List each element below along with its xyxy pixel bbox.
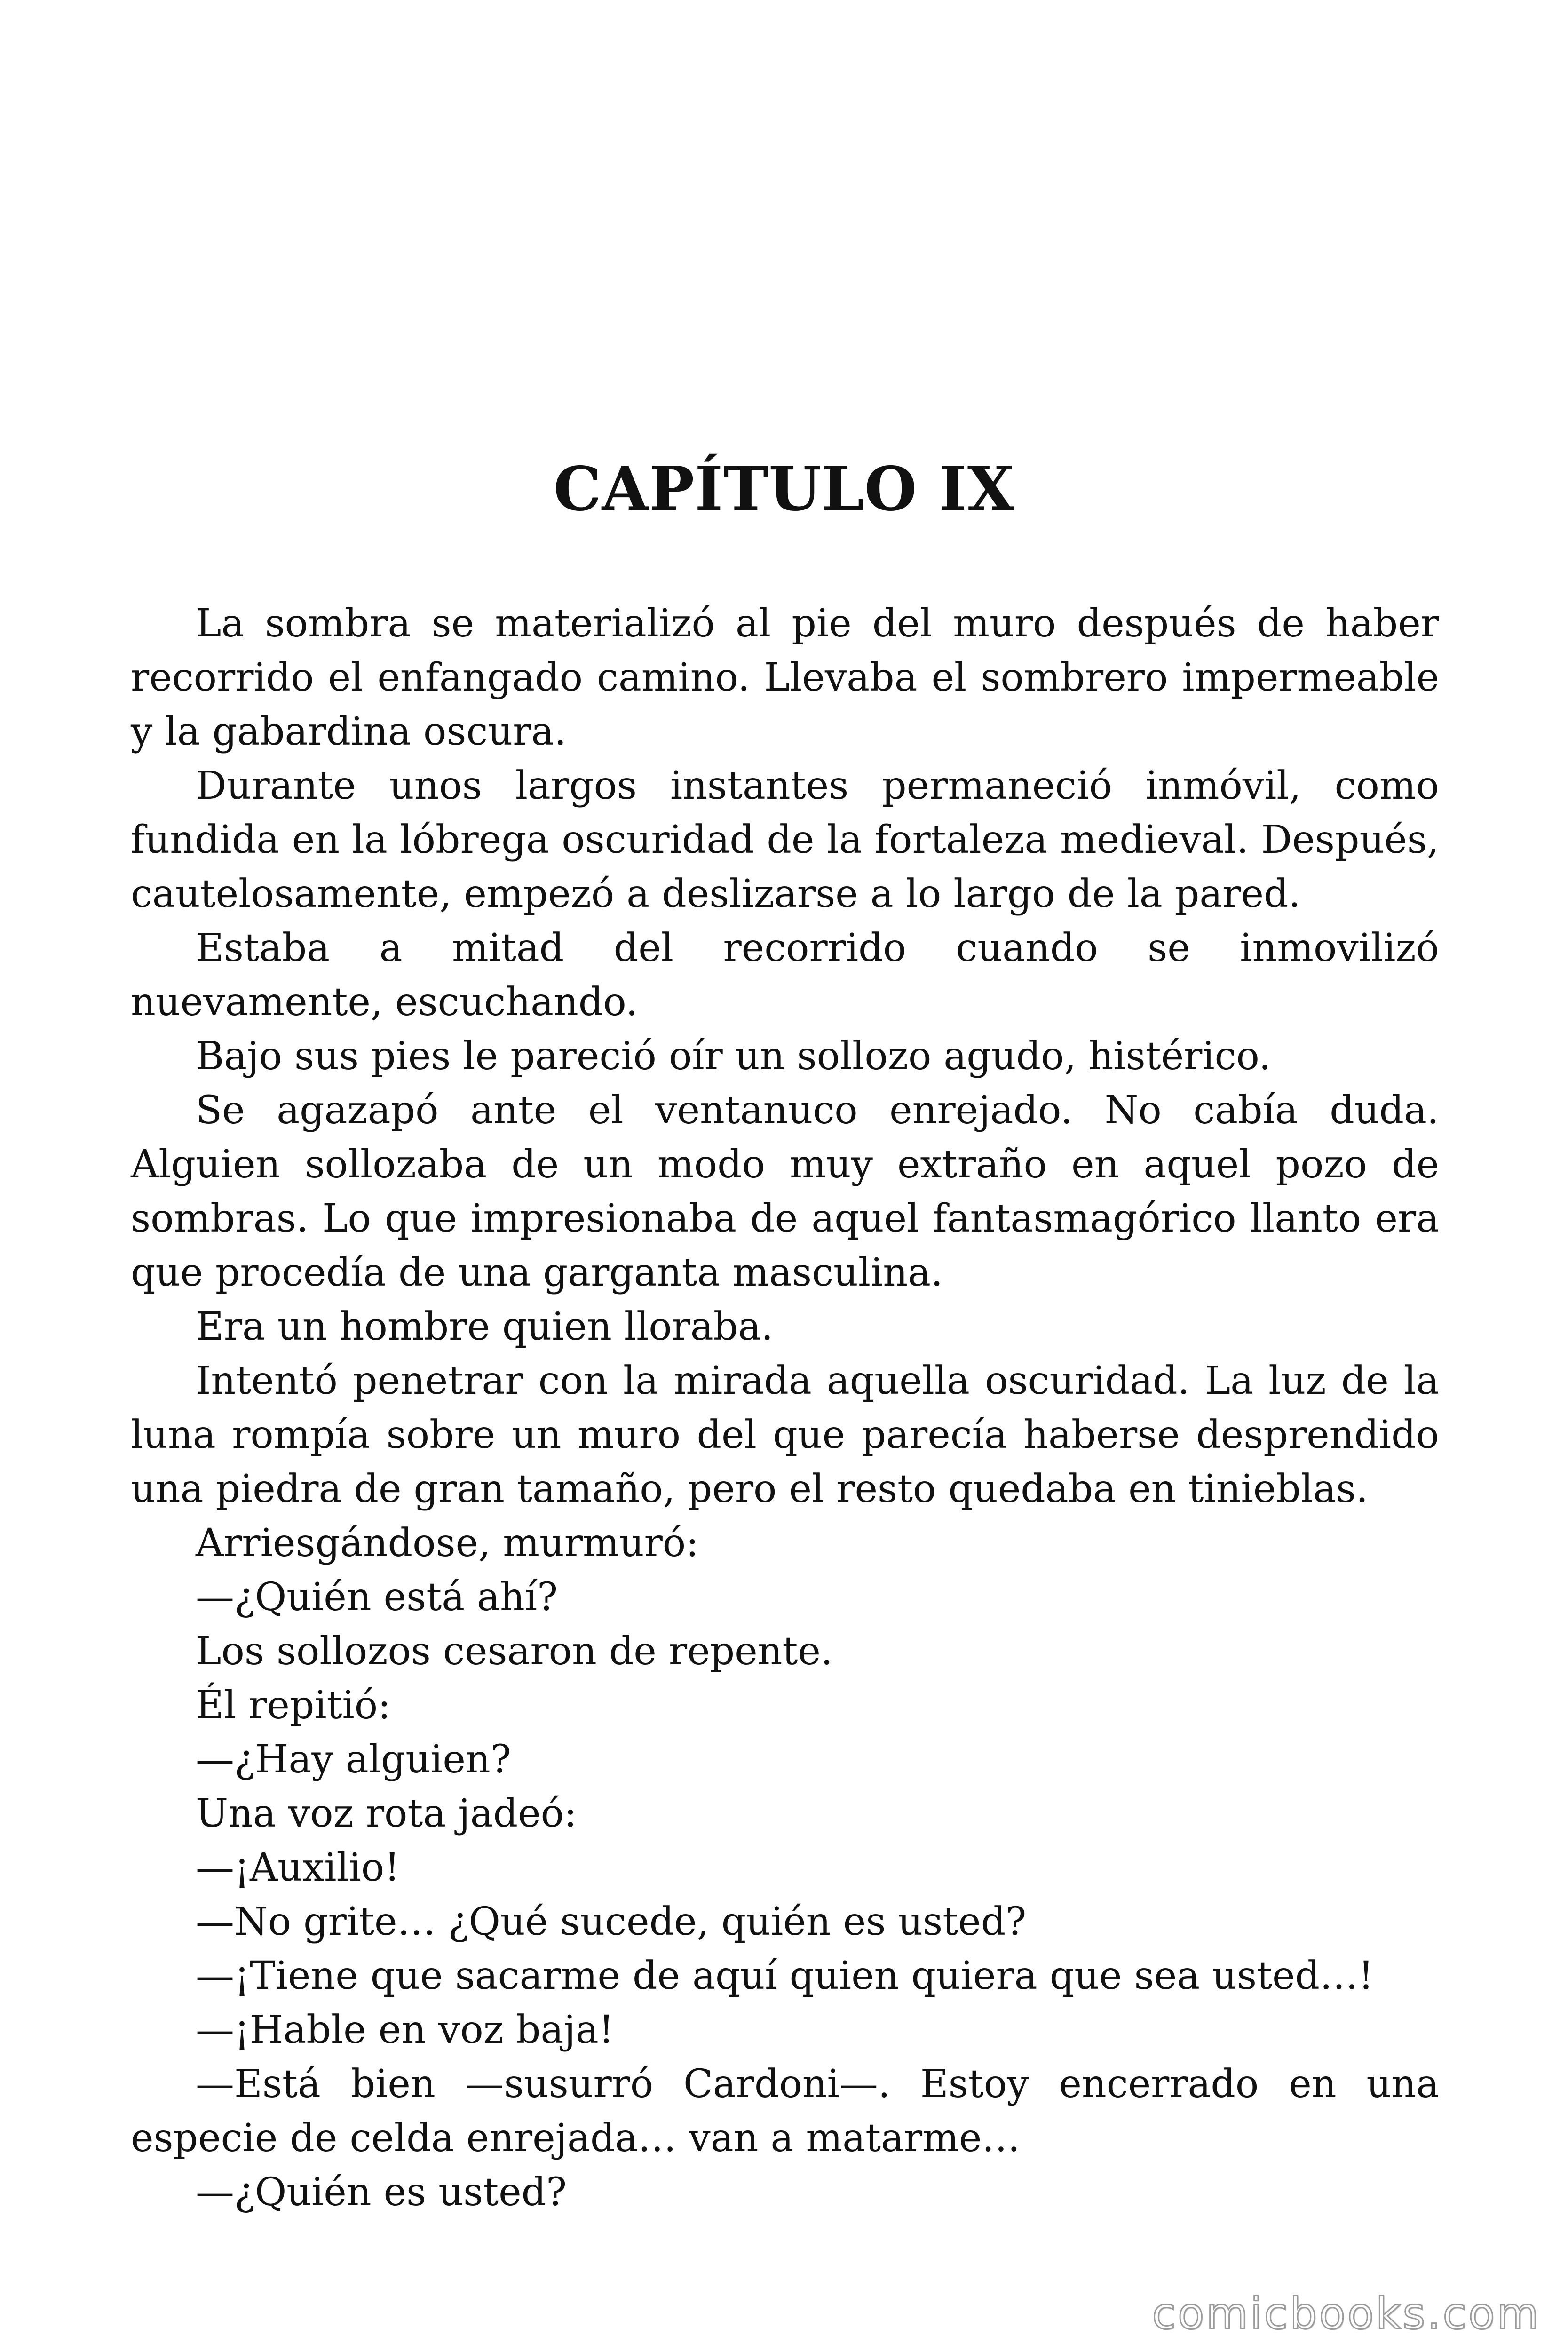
paragraph: Era un hombre quien lloraba.	[196, 1304, 774, 1349]
paragraph: Arriesgándose, murmuró:	[196, 1521, 699, 1565]
paragraph: Bajo sus pies le pareció oír un sollozo agudo, histérico.	[196, 1034, 1271, 1079]
paragraph: Él repitió:	[196, 1683, 391, 1728]
dialogue-line: —Está bien —susurró Cardoni—. Estoy encerrado en una especie de celda enrejada… van a matarme…	[131, 2062, 1439, 2161]
chapter-body	[131, 596, 1439, 2219]
dialogue-line: —¡Tiene que sacarme de aquí quien quiera que sea usted…!	[196, 1954, 1374, 1998]
paragraph: Los sollozos cesaron de repente.	[196, 1629, 833, 1674]
chapter-title: CAPÍTULO IX	[553, 454, 1015, 524]
dialogue-line: —¿Quién está ahí?	[196, 1575, 558, 1620]
dialogue-line: —No grite… ¿Qué sucede, quién es usted?	[196, 1899, 1027, 1944]
paragraph: Se agazapó ante el ventanuco enrejado. No cabía duda. Alguien sollozaba de un modo muy extraño en aquel pozo de sombras. Lo que impresionaba de aquel fantasmagórico llanto era que procedía de una garganta masculina.	[131, 1088, 1439, 1295]
dialogue-line: —¡Auxilio!	[196, 1845, 400, 1890]
paragraph: Una voz rota jadeó:	[196, 1791, 577, 1836]
paragraph: Durante unos largos instantes permaneció inmóvil, como fundida en la lóbrega oscuridad de la fortaleza medieval. Después, cautelosamente, empezó a deslizarse a lo largo de la pared.	[131, 763, 1439, 916]
watermark: comicbooks.com	[1152, 2288, 1541, 2339]
paragraph: Intentó penetrar con la mirada aquella oscuridad. La luz de la luna rompía sobre un muro del que parecía haberse desprendido una piedra de gran tamaño, pero el resto quedaba en tinieblas.	[131, 1359, 1439, 1511]
paragraph: Estaba a mitad del recorrido cuando se inmovilizó nuevamente, escuchando.	[131, 926, 1439, 1025]
dialogue-line: —¿Quién es usted?	[196, 2170, 567, 2215]
dialogue-line: —¡Hable en voz baja!	[196, 2008, 614, 2052]
dialogue-line: —¿Hay alguien?	[196, 1737, 511, 1782]
paragraph: La sombra se materializó al pie del muro después de haber recorrido el enfangado camino. Llevaba el sombrero impermeable y la gabardina oscura.	[131, 601, 1439, 754]
